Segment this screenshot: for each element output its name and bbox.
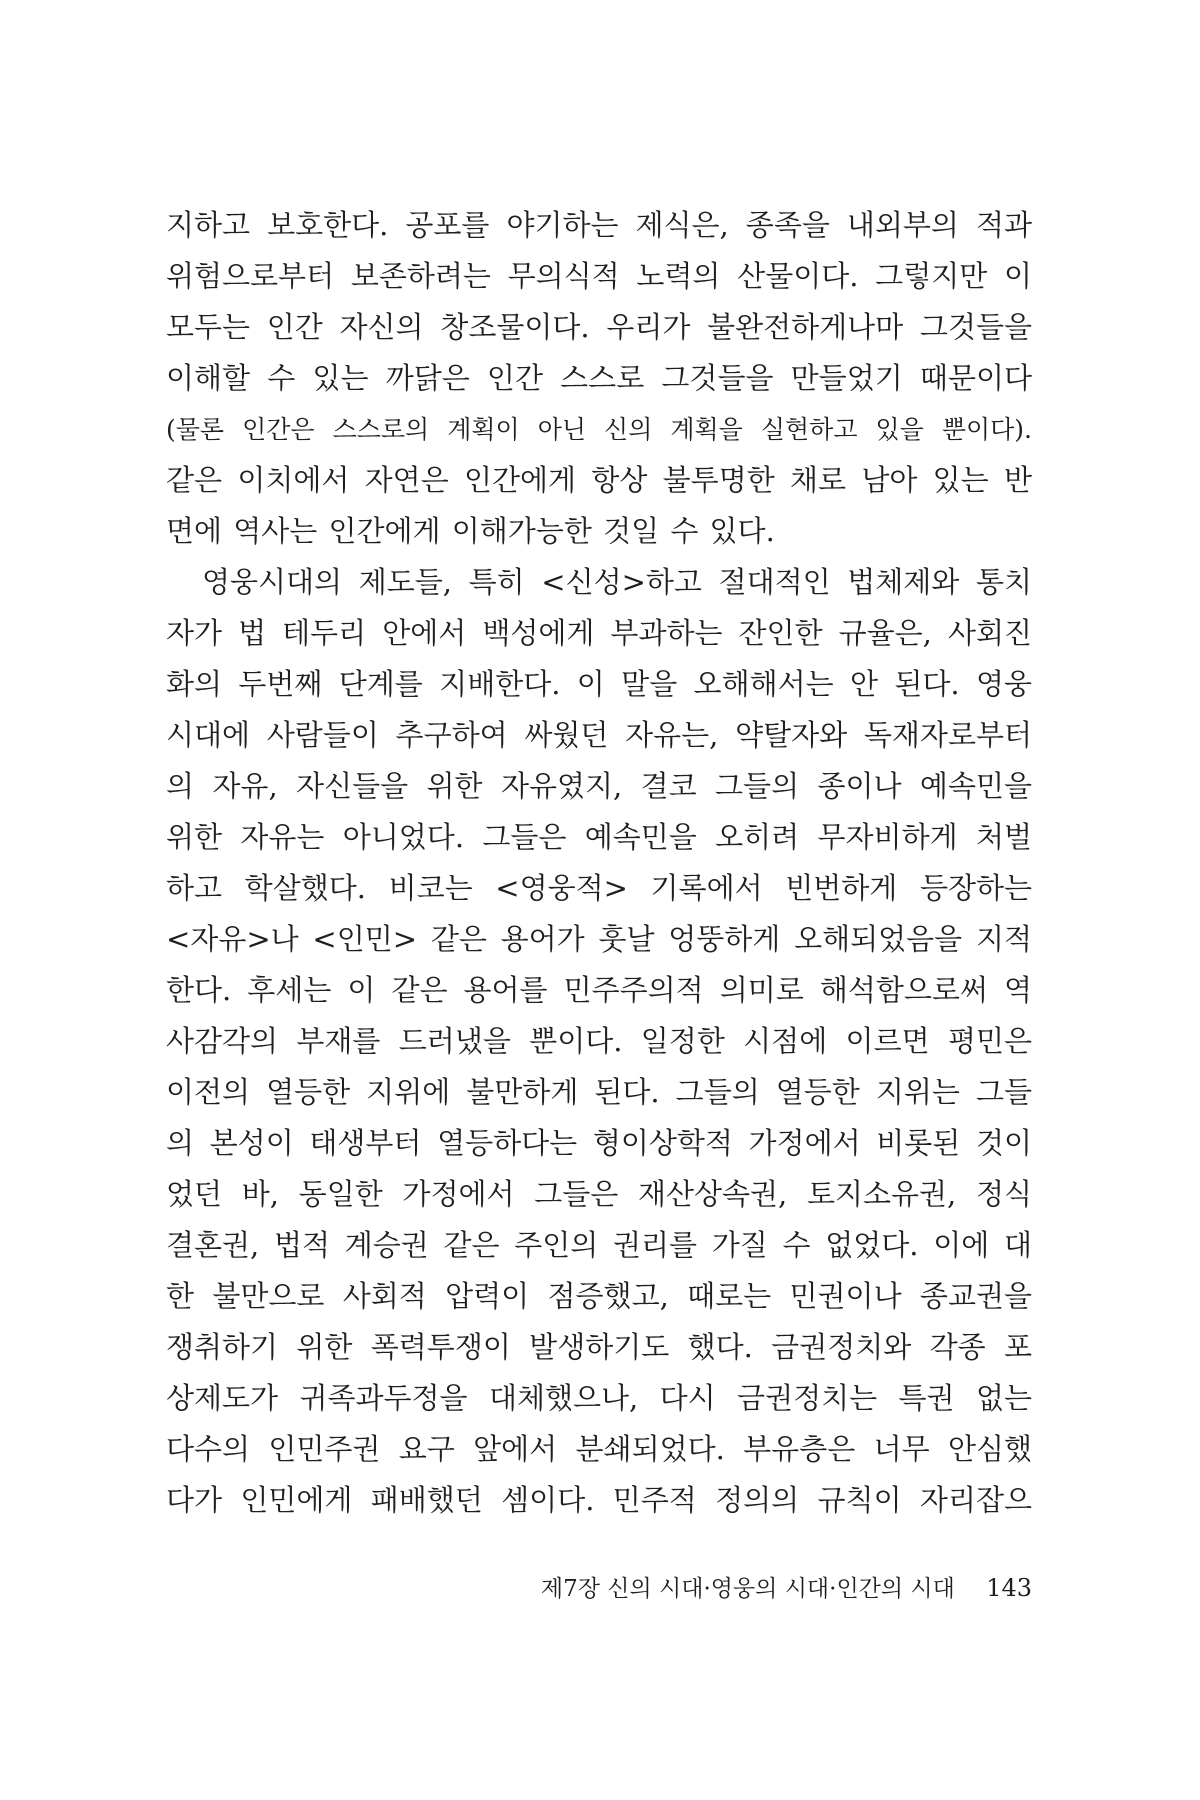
text-line: 모두는 인간 자신의 창조물이다. 우리가 불완전하게나마 그것들을 — [166, 310, 1032, 344]
text-line: 자가 법 테두리 안에서 백성에게 부과하는 잔인한 규율은, 사회진 — [166, 616, 1032, 650]
text-line-parenthetical: (물론 인간은 스스로의 계획이 아닌 신의 계획을 실현하고 있을 뿐이다). — [166, 415, 1032, 444]
text-line: 결혼권, 법적 계승권 같은 주인의 권리를 가질 수 없었다. 이에 대 — [166, 1228, 1032, 1262]
text-line: 쟁취하기 위한 폭력투쟁이 발생하기도 했다. 금권정치와 각종 포 — [166, 1330, 1032, 1364]
body-text — [166, 200, 1032, 1526]
running-head: 제7장 신의 시대·영웅의 시대·인간의 시대 — [540, 1576, 955, 1602]
text-line-paragraph-start: 영웅시대의 제도들, 특히 <신성>하고 절대적인 법체제와 통치 — [202, 565, 1032, 599]
text-line: 상제도가 귀족과두정을 대체했으나, 다시 금권정치는 특권 없는 — [166, 1381, 1032, 1415]
page-number: 143 — [986, 1574, 1032, 1602]
text-line: 지하고 보호한다. 공포를 야기하는 제식은, 종족을 내외부의 적과 — [166, 208, 1032, 242]
text-line: <자유>나 <인민> 같은 용어가 훗날 엉뚱하게 오해되었음을 지적 — [166, 922, 1032, 956]
text-line: 의 자유, 자신들을 위한 자유였지, 결코 그들의 종이나 예속민을 — [166, 769, 1032, 803]
text-line: 위한 자유는 아니었다. 그들은 예속민을 오히려 무자비하게 처벌 — [166, 820, 1032, 854]
text-line: 이해할 수 있는 까닭은 인간 스스로 그것들을 만들었기 때문이다 — [166, 361, 1032, 395]
text-line: 시대에 사람들이 추구하여 싸웠던 자유는, 약탈자와 독재자로부터 — [166, 718, 1032, 752]
text-line: 한다. 후세는 이 같은 용어를 민주주의적 의미로 해석함으로써 역 — [166, 973, 1032, 1007]
text-line: 었던 바, 동일한 가정에서 그들은 재산상속권, 토지소유권, 정식 — [166, 1177, 1032, 1211]
page-footer — [460, 1568, 1032, 1608]
text-line: 같은 이치에서 자연은 인간에게 항상 불투명한 채로 남아 있는 반 — [166, 463, 1032, 497]
text-line: 다가 인민에게 패배했던 셈이다. 민주적 정의의 규칙이 자리잡으 — [166, 1483, 1032, 1517]
text-line: 다수의 인민주권 요구 앞에서 분쇄되었다. 부유층은 너무 안심했 — [166, 1432, 1032, 1466]
text-line: 한 불만으로 사회적 압력이 점증했고, 때로는 민권이나 종교권을 — [166, 1279, 1032, 1313]
text-line: 하고 학살했다. 비코는 <영웅적> 기록에서 빈번하게 등장하는 — [166, 871, 1032, 905]
text-line: 사감각의 부재를 드러냈을 뿐이다. 일정한 시점에 이르면 평민은 — [166, 1024, 1032, 1058]
text-line-paragraph-end: 면에 역사는 인간에게 이해가능한 것일 수 있다. — [166, 514, 775, 548]
text-line: 화의 두번째 단계를 지배한다. 이 말을 오해해서는 안 된다. 영웅 — [166, 667, 1032, 701]
text-line: 의 본성이 태생부터 열등하다는 형이상학적 가정에서 비롯된 것이 — [166, 1126, 1032, 1160]
text-line: 이전의 열등한 지위에 불만하게 된다. 그들의 열등한 지위는 그들 — [166, 1075, 1032, 1109]
text-line: 위험으로부터 보존하려는 무의식적 노력의 산물이다. 그렇지만 이 — [166, 259, 1032, 293]
